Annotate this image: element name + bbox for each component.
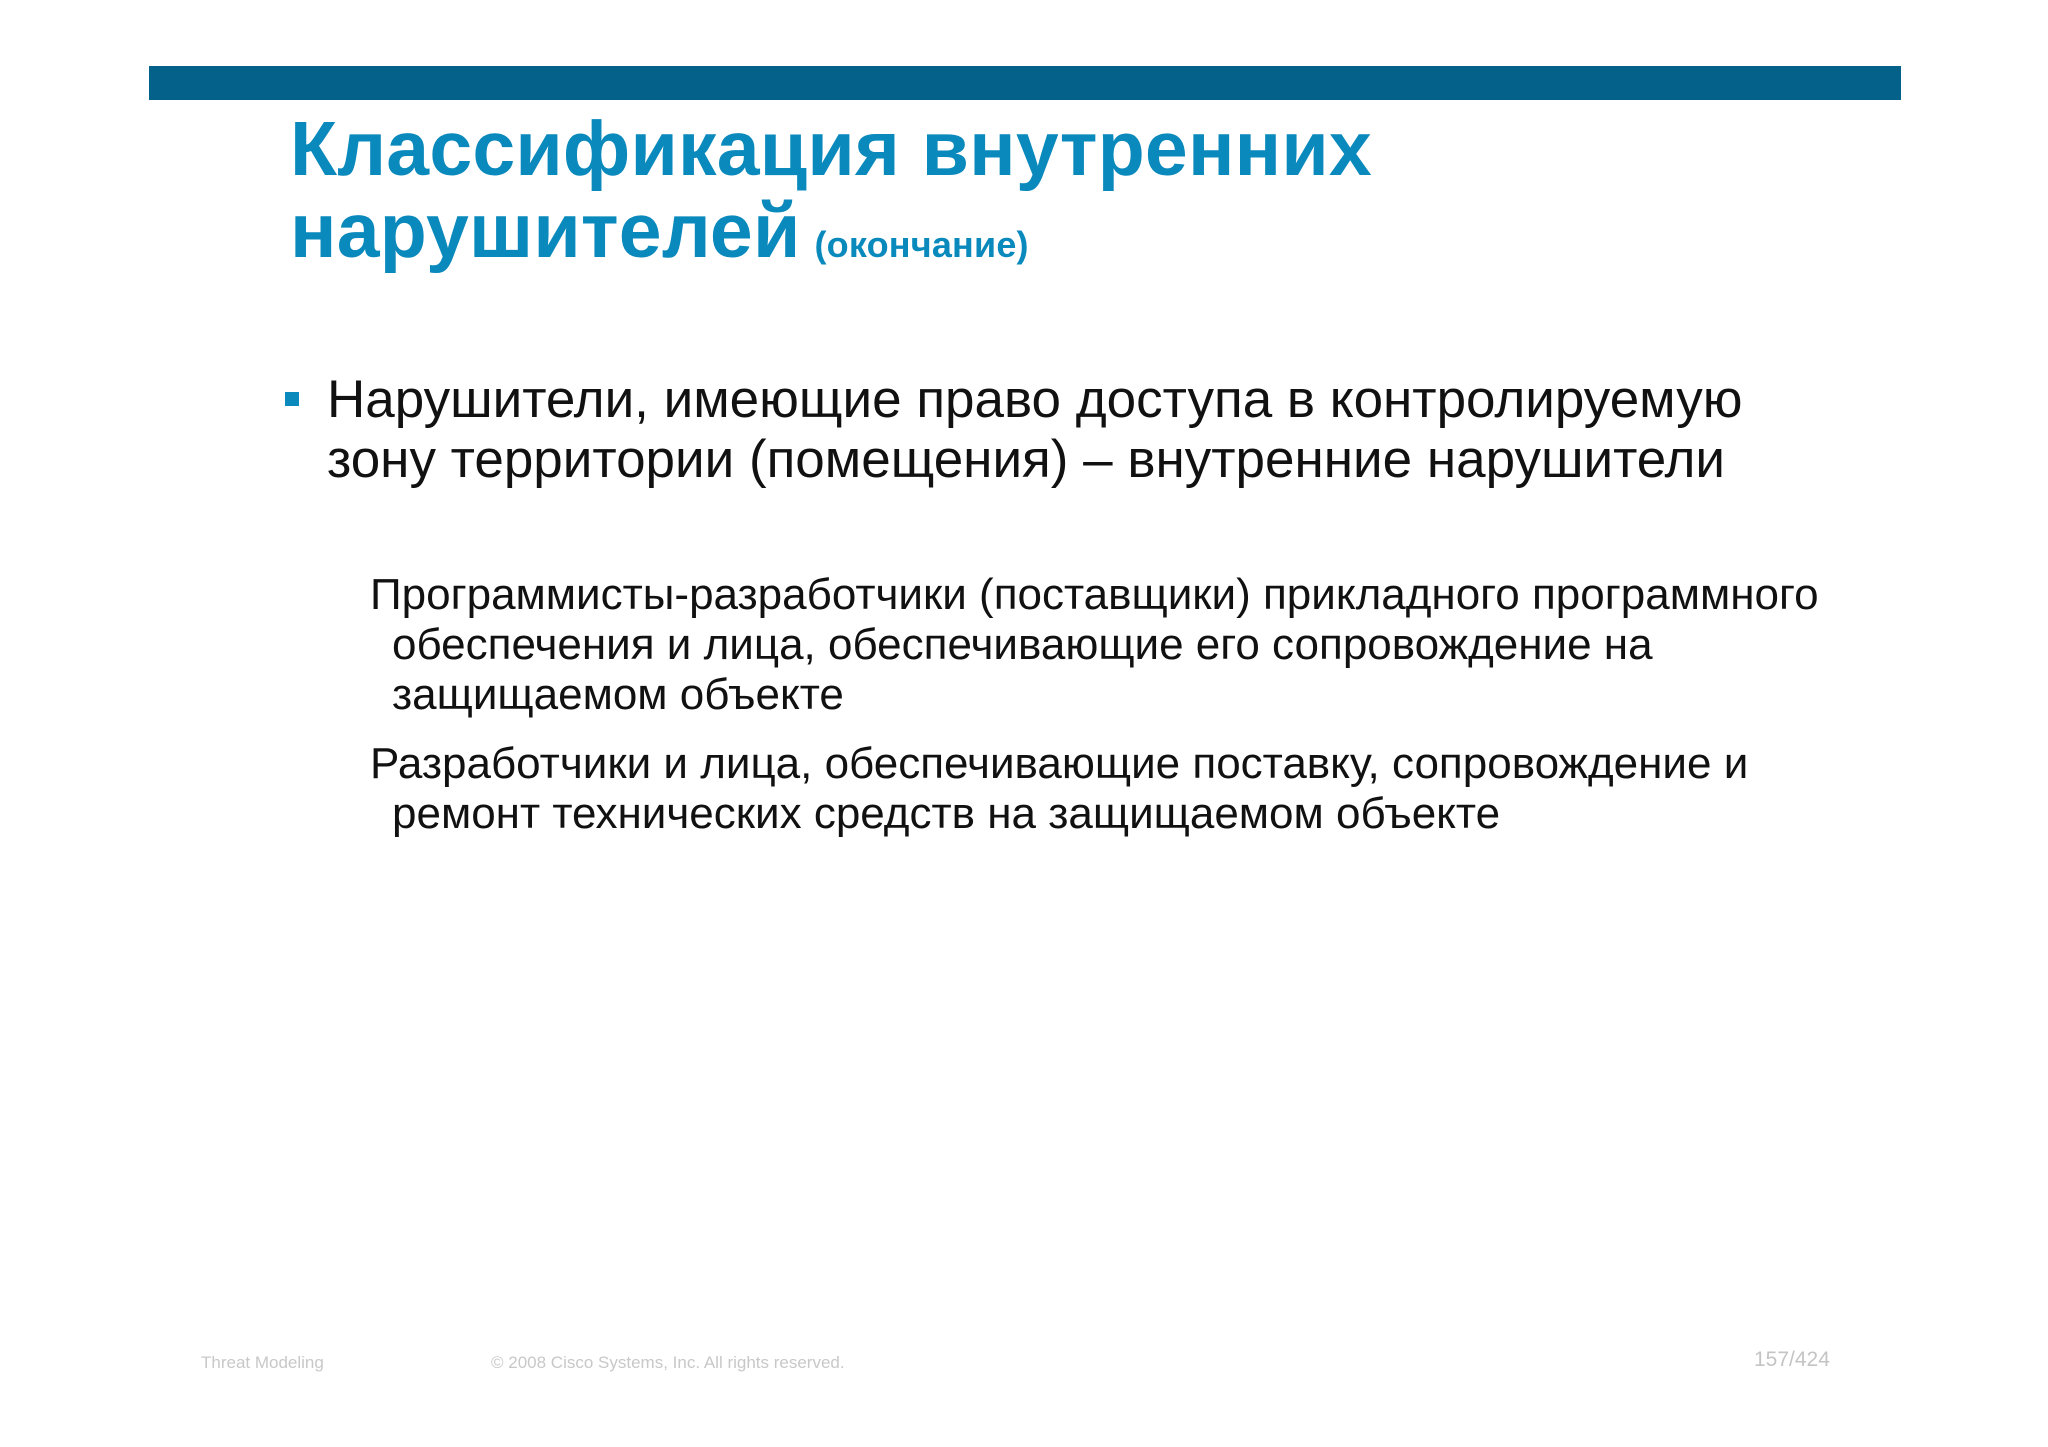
- slide-title: [290, 108, 1790, 286]
- bullet-item: [285, 370, 1805, 490]
- footer-course: Threat Modeling: [201, 1353, 324, 1372]
- header-bar: [149, 66, 1901, 100]
- square-bullet-icon: [285, 392, 299, 406]
- bullet-text: Нарушители, имеющие право доступа в контролируемую зону территории (помещения) – внутренние нарушители: [327, 370, 1743, 489]
- title-suffix: (окончание): [814, 224, 1029, 265]
- page-number: 157/424: [1754, 1348, 1830, 1371]
- title-line-1: Классификация внутренних: [290, 106, 1372, 192]
- sub-item-developers: Разработчики и лица, обеспечивающие поставку, сопровождение и ремонт технических средств на защищаемом объекте: [370, 739, 1749, 838]
- title-line-2: [290, 190, 1790, 286]
- title-line-2-text: нарушителей: [290, 188, 801, 274]
- sub-item-programmers: Программисты-разработчики (поставщики) прикладного программного обеспечения и лица, обеспечивающие его сопровождение на защищаемом объекте: [370, 570, 1819, 719]
- footer-copyright: © 2008 Cisco Systems, Inc. All rights reserved.: [491, 1353, 845, 1372]
